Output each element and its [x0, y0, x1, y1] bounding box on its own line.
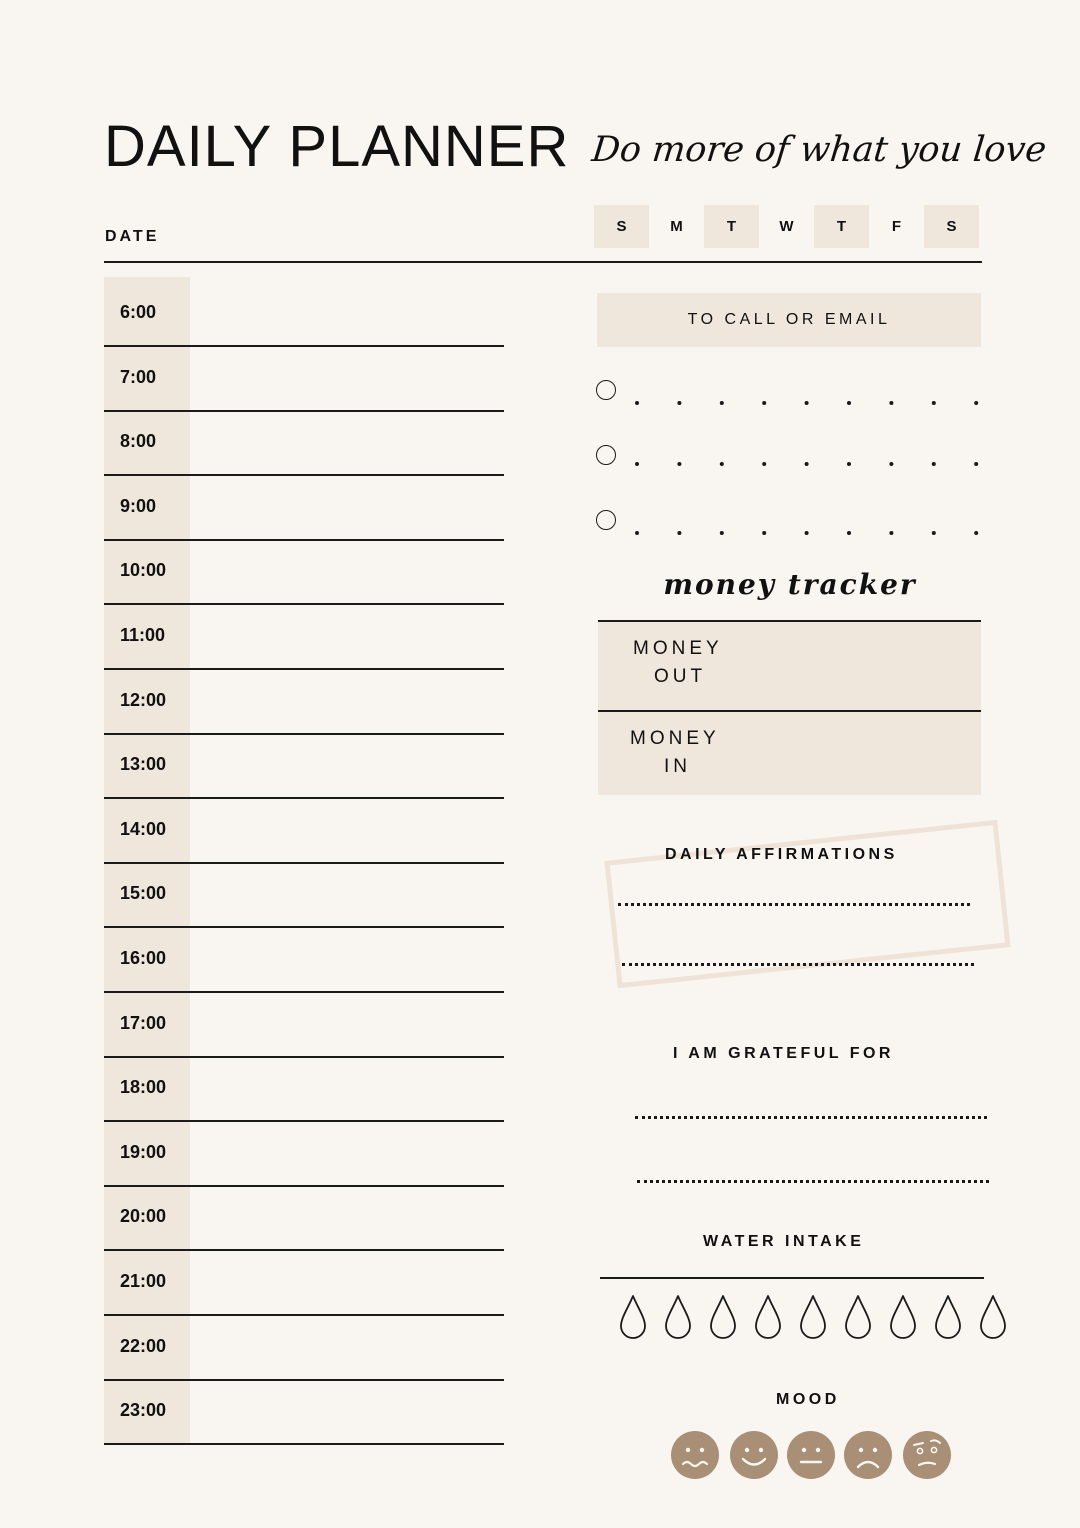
weekday-wednesday[interactable]: W — [779, 218, 794, 235]
hour-entry-line[interactable] — [104, 1443, 504, 1445]
hour-label: 10:00 — [120, 560, 167, 580]
water-drop-icon[interactable] — [978, 1294, 1008, 1340]
hour-label: 19:00 — [120, 1142, 167, 1162]
affirmations-title: DAILY AFFIRMATIONS — [665, 846, 898, 863]
hour-entry-line[interactable] — [104, 603, 504, 605]
circle-checkbox-icon[interactable] — [596, 510, 616, 530]
weekday-thursday[interactable]: T — [814, 205, 869, 248]
weekday-tuesday[interactable]: T — [704, 205, 759, 248]
water-drop-icon[interactable] — [888, 1294, 918, 1340]
hour-entry-line[interactable] — [104, 733, 504, 735]
weekday-friday[interactable]: F — [891, 218, 902, 235]
hour-entry-line[interactable] — [104, 862, 504, 864]
hour-entry-line[interactable] — [104, 668, 504, 670]
money-in-label-line2: IN — [664, 756, 691, 777]
money-in-label-line1: MONEY — [630, 728, 720, 749]
hour-entry-line[interactable] — [104, 1379, 504, 1381]
water-drop-icon[interactable] — [708, 1294, 738, 1340]
hour-label: 11:00 — [120, 625, 166, 645]
date-label: DATE — [105, 228, 160, 245]
hour-entry-line[interactable] — [104, 926, 504, 928]
hour-label: 21:00 — [120, 1271, 167, 1291]
hour-entry-line[interactable] — [104, 1249, 504, 1251]
money-out-label-line1: MONEY — [633, 638, 723, 659]
water-intake-title: WATER INTAKE — [703, 1233, 865, 1250]
neutral-face-icon[interactable] — [786, 1430, 836, 1480]
affirmation-line-2[interactable] — [622, 963, 974, 966]
hour-entry-line[interactable] — [104, 1120, 504, 1122]
hour-label: 14:00 — [120, 819, 167, 839]
date-field-line[interactable] — [104, 261, 982, 263]
money-out-label-line2: OUT — [654, 666, 707, 687]
water-drop-icon[interactable] — [753, 1294, 783, 1340]
water-divider — [600, 1277, 984, 1279]
circle-checkbox-icon[interactable] — [596, 380, 616, 400]
money-tracker-title: money tracker — [663, 568, 917, 601]
money-out-field[interactable] — [598, 620, 981, 710]
water-drop-icon[interactable] — [663, 1294, 693, 1340]
to-call-header: TO CALL OR EMAIL — [597, 293, 981, 347]
mood-title: MOOD — [776, 1391, 840, 1408]
hour-entry-line[interactable] — [104, 991, 504, 993]
sad-face-icon[interactable] — [843, 1430, 893, 1480]
weekday-monday[interactable]: M — [670, 218, 683, 235]
confused-face-icon[interactable] — [902, 1430, 952, 1480]
hour-label: 20:00 — [120, 1206, 167, 1226]
page-title: DAILY PLANNER — [104, 114, 570, 179]
hour-label: 7:00 — [120, 367, 157, 387]
affirmation-line-1[interactable] — [618, 903, 970, 906]
hour-label: 17:00 — [120, 1013, 167, 1033]
hour-entry-line[interactable] — [104, 1185, 504, 1187]
dotted-entry-line[interactable] — [620, 396, 988, 410]
grateful-title: I AM GRATEFUL FOR — [673, 1045, 894, 1062]
hour-entry-line[interactable] — [104, 345, 504, 347]
water-drop-icon[interactable] — [933, 1294, 963, 1340]
hour-label: 8:00 — [120, 431, 157, 451]
weekday-saturday[interactable]: S — [924, 205, 979, 248]
hour-label: 22:00 — [120, 1336, 167, 1356]
hour-label: 15:00 — [120, 883, 167, 903]
hour-entry-line[interactable] — [104, 410, 504, 412]
hour-label: 18:00 — [120, 1077, 167, 1097]
circle-checkbox-icon[interactable] — [596, 445, 616, 465]
dotted-entry-line[interactable] — [620, 457, 988, 471]
hour-label: 6:00 — [120, 302, 157, 322]
weekday-sunday[interactable]: S — [594, 205, 649, 248]
tagline: Do more of what you love — [589, 130, 1049, 170]
hour-entry-line[interactable] — [104, 1314, 504, 1316]
hour-label: 13:00 — [120, 754, 167, 774]
hour-entry-line[interactable] — [104, 797, 504, 799]
hour-label: 16:00 — [120, 948, 167, 968]
water-drop-icon[interactable] — [798, 1294, 828, 1340]
hour-label: 9:00 — [120, 496, 157, 516]
smiling-face-icon[interactable] — [729, 1430, 779, 1480]
money-in-field[interactable] — [598, 710, 981, 795]
water-drop-icon[interactable] — [618, 1294, 648, 1340]
grateful-line-1[interactable] — [635, 1116, 987, 1119]
hour-label: 12:00 — [120, 690, 167, 710]
dotted-entry-line[interactable] — [620, 526, 988, 540]
worried-face-icon[interactable] — [670, 1430, 720, 1480]
grateful-line-2[interactable] — [637, 1180, 989, 1183]
hour-label: 23:00 — [120, 1400, 167, 1420]
hour-entry-line[interactable] — [104, 1056, 504, 1058]
hour-entry-line[interactable] — [104, 539, 504, 541]
water-drop-icon[interactable] — [843, 1294, 873, 1340]
hour-entry-line[interactable] — [104, 474, 504, 476]
